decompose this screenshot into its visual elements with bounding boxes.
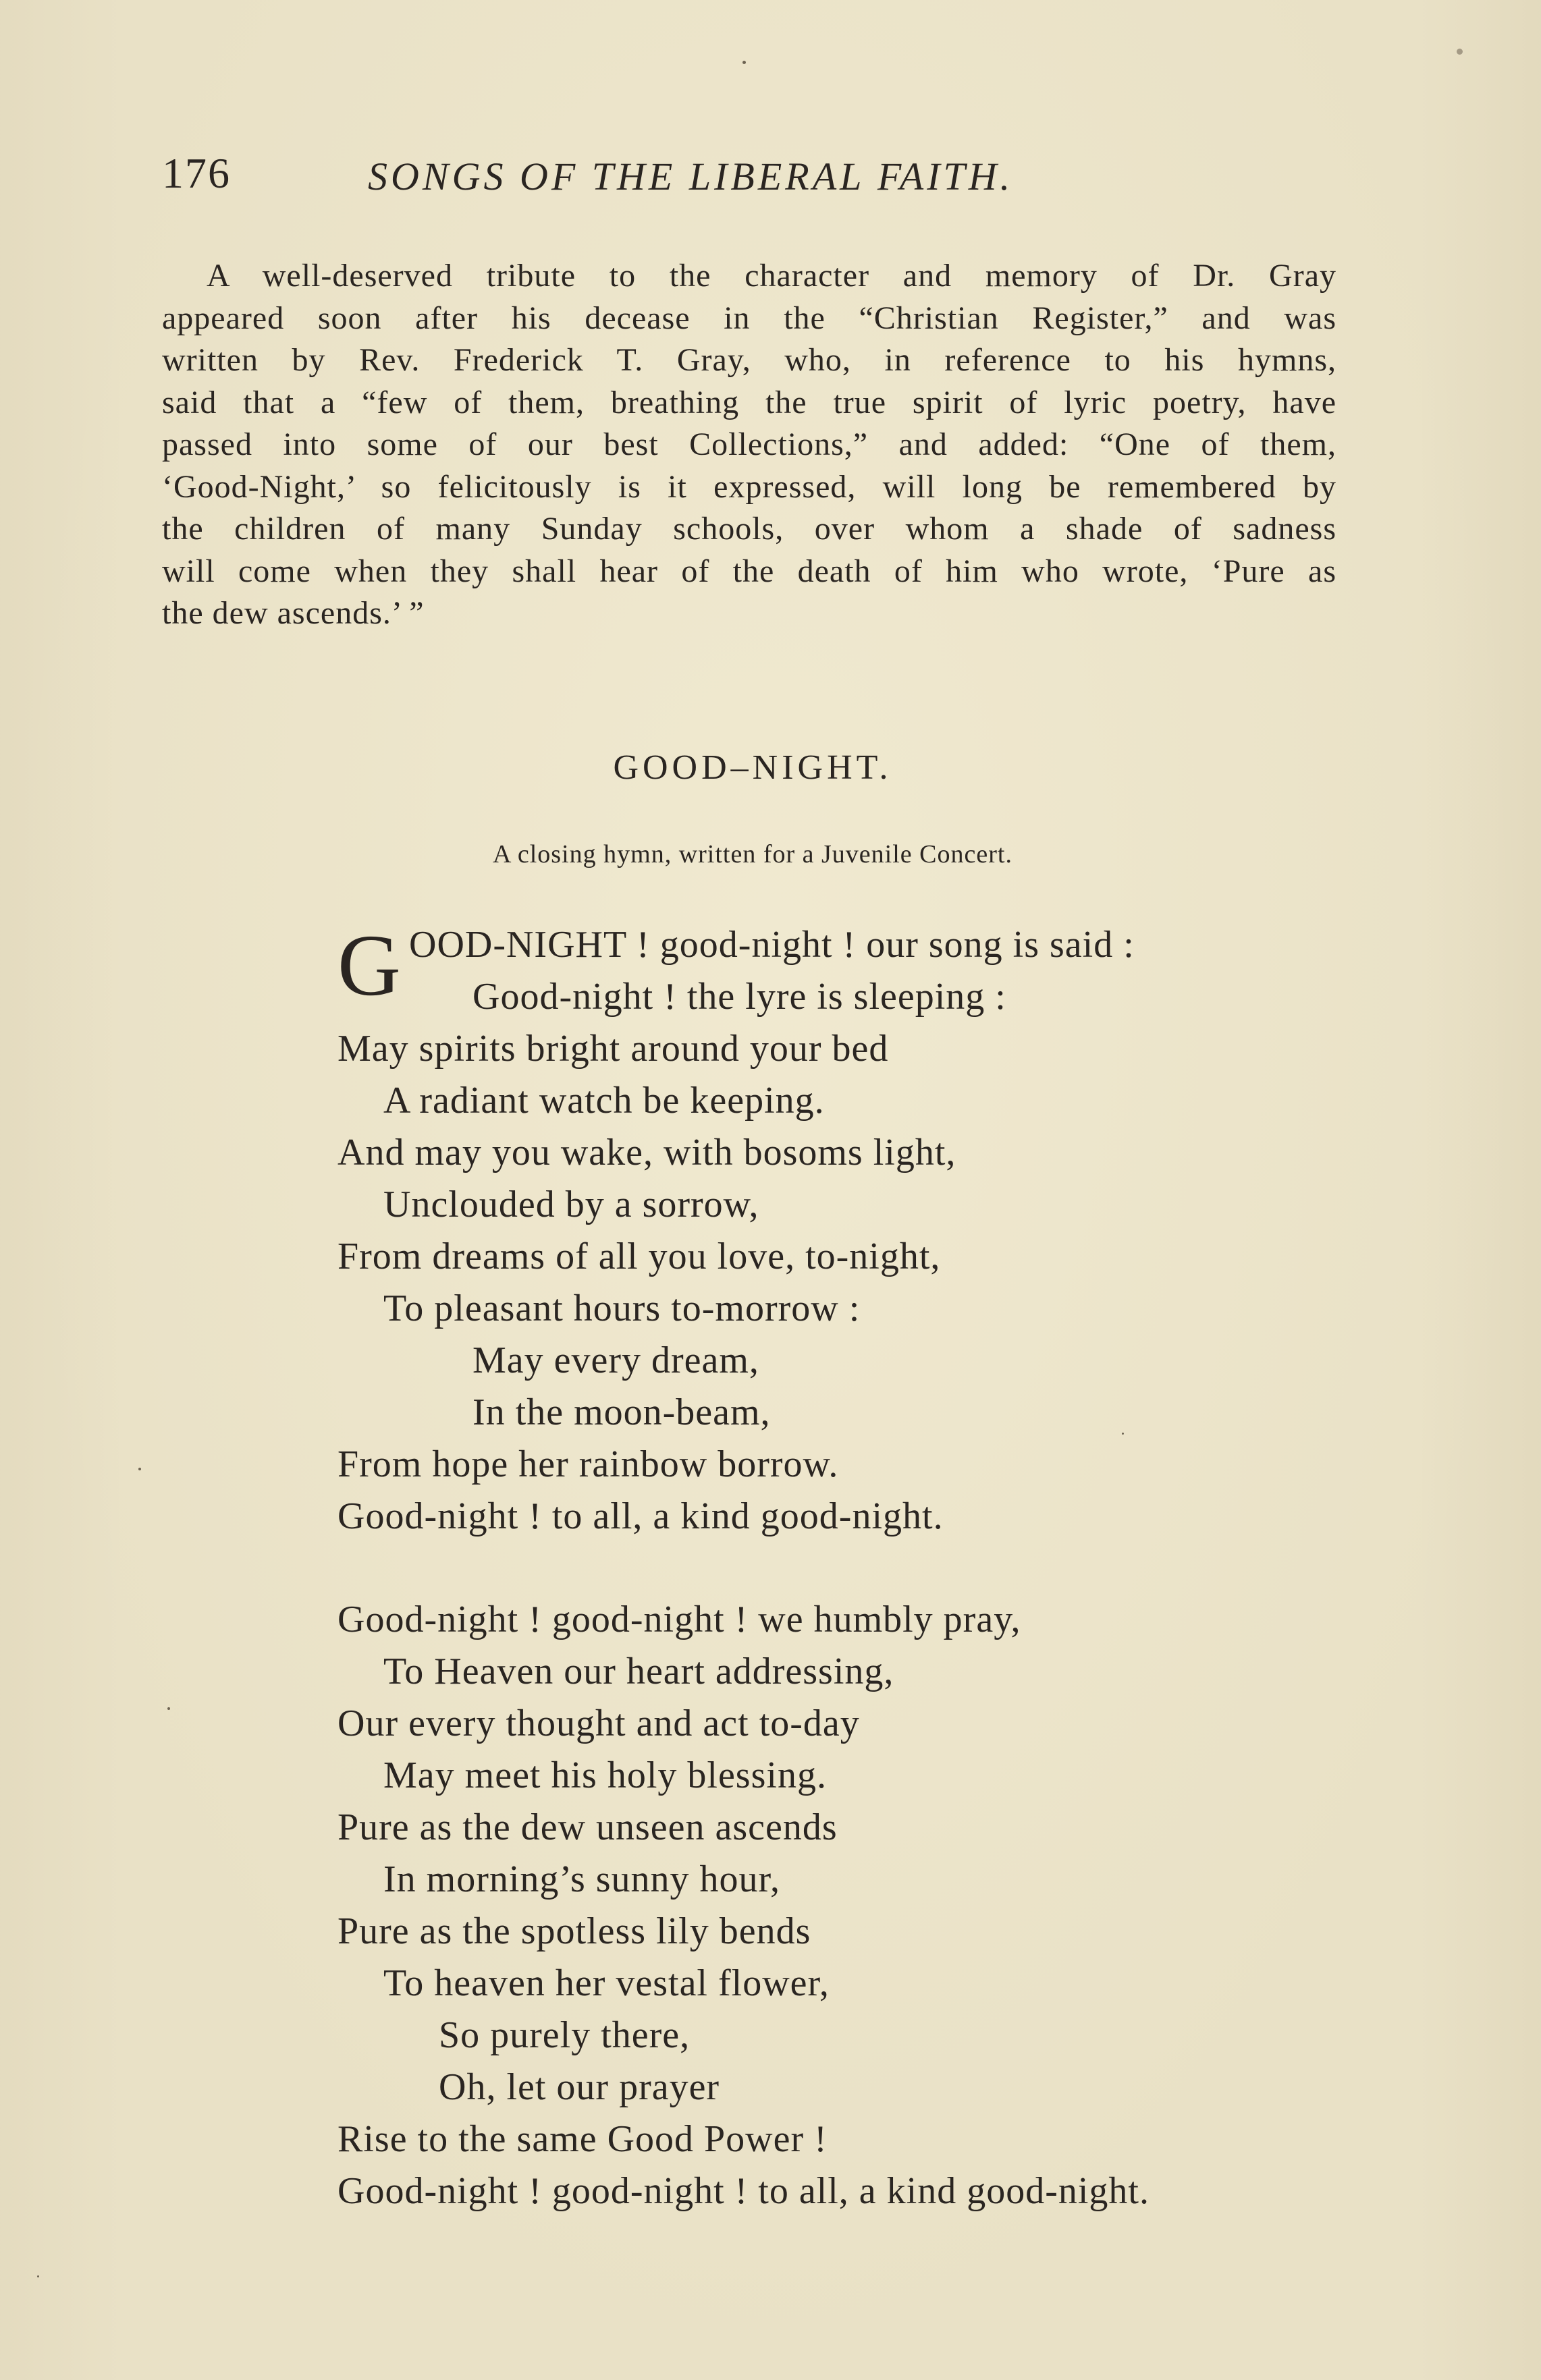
poem-title: GOOD–NIGHT. [613,748,892,787]
verse-line: Good-night ! good-night ! we humbly pray, [337,1599,1021,1640]
verse-line: A radiant watch be keeping. [383,1080,825,1122]
prose-line: written by Rev. Frederick T. Gray, who, in reference to his hymns, [162,342,1336,378]
verse-line: May spirits bright around your bed [337,1028,889,1070]
running-title: SONGS OF THE LIBERAL FAITH. [368,155,1014,198]
paper-speck [167,1707,170,1710]
verse-line: So purely there, [439,2014,691,2056]
prose-line: the dew ascends.’ ” [162,595,425,631]
verse-line-text: OOD-NIGHT ! good-night ! our song is said : [409,924,1135,966]
verse-line: In morning’s sunny hour, [383,1858,780,1900]
verse-line: Good-night ! good-night ! to all, a kind good-night. [337,2170,1150,2212]
verse-line: To Heaven our heart addressing, [383,1651,894,1692]
verse-line: Good-night ! the lyre is sleeping : [472,976,1006,1018]
verse-line: Unclouded by a sorrow, [383,1184,759,1225]
paper-speck [1122,1433,1124,1435]
drop-cap: G [337,917,402,1014]
paper-speck [1457,49,1463,55]
verse-line: To pleasant hours to-morrow : [383,1288,861,1329]
verse-line: May meet his holy blessing. [383,1754,827,1796]
prose-line: appeared soon after his decease in the “Christian Register,” and was [162,300,1336,336]
paper-speck [37,2275,39,2277]
page-number: 176 [162,149,231,197]
poem-subtitle: A closing hymn, written for a Juvenile Concert. [493,840,1012,868]
prose-line: A well-deserved tribute to the character and memory of Dr. Gray [207,258,1336,294]
verse-line: To heaven her vestal flower, [383,1962,830,2004]
poem [337,919,1390,2217]
verse-line: From hope her rainbow borrow. [337,1443,839,1485]
verse-line: Pure as the dew unseen ascends [337,1806,838,1848]
running-head [162,148,1377,202]
prose-line: passed into some of our best Collections,” and added: “One of them, [162,426,1336,462]
paper-speck [138,1468,141,1470]
verse-line: Good-night ! to all, a kind good-night. [337,1495,944,1537]
paper-speck [742,61,746,64]
verse-line: Oh, let our prayer [439,2066,720,2108]
verse-line: Pure as the spotless lily bends [337,1910,811,1952]
stanza-break [337,1543,1390,1594]
verse-line: In the moon-beam, [472,1391,771,1433]
prose-line: will come when they shall hear of the death of him who wrote, ‘Pure as [162,553,1336,589]
tribute-paragraph [162,255,1336,635]
prose-line: ‘Good-Night,’ so felicitously is it expressed, will long be remembered by [162,468,1336,505]
verse-line: May every dream, [472,1339,759,1381]
verse-line: And may you wake, with bosoms light, [337,1132,956,1173]
verse-line: Our every thought and act to-day [337,1703,860,1744]
verse-line: Rise to the same Good Power ! [337,2118,828,2160]
verse-line: From dreams of all you love, to-night, [337,1236,941,1277]
prose-line: the children of many Sunday schools, over whom a shade of sadness [162,511,1336,547]
prose-line: said that a “few of them, breathing the true spirit of lyric poetry, have [162,384,1336,420]
